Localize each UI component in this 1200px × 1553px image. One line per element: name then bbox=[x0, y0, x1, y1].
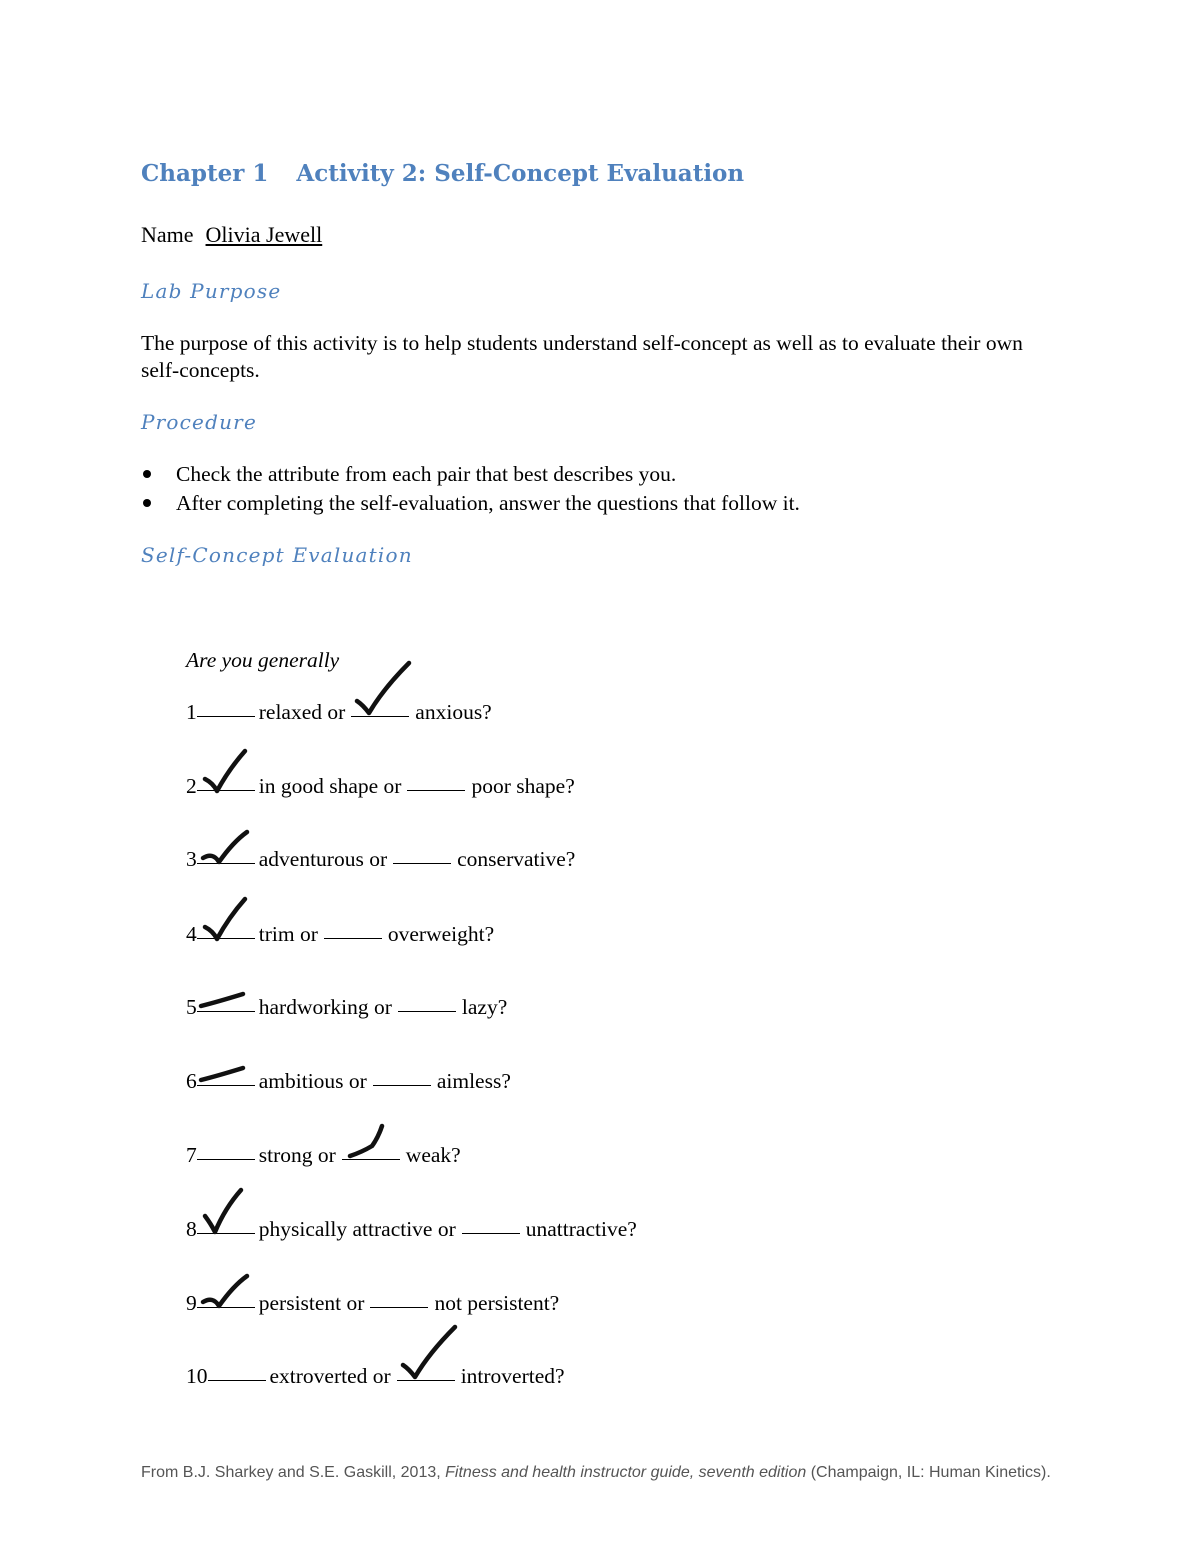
left-answer-blank[interactable] bbox=[197, 1306, 255, 1308]
check-mark-icon bbox=[195, 802, 265, 872]
left-attribute: extroverted or bbox=[269, 1364, 391, 1388]
right-attribute: conservative? bbox=[457, 847, 576, 871]
evaluation-item bbox=[186, 1069, 511, 1094]
evaluation-item bbox=[186, 1291, 559, 1316]
left-answer-blank[interactable] bbox=[197, 715, 255, 717]
item-number: 9 bbox=[186, 1291, 197, 1315]
item-number: 4 bbox=[186, 922, 197, 946]
lab-purpose-heading: Lab Purpose bbox=[141, 279, 282, 303]
footer-prefix: From B.J. Sharkey and S.E. Gaskill, 2013, bbox=[141, 1464, 441, 1481]
left-attribute: physically attractive or bbox=[258, 1217, 456, 1241]
check-mark-icon bbox=[195, 1246, 265, 1316]
right-attribute: aimless? bbox=[436, 1069, 511, 1093]
item-number: 1 bbox=[186, 700, 197, 724]
evaluation-intro: Are you generally bbox=[186, 648, 340, 672]
left-attribute: strong or bbox=[258, 1143, 336, 1167]
right-attribute: poor shape? bbox=[471, 774, 575, 798]
right-attribute: overweight? bbox=[387, 922, 495, 946]
footer-citation bbox=[141, 1464, 1051, 1482]
name-line bbox=[141, 222, 322, 248]
left-answer-blank[interactable] bbox=[197, 1232, 255, 1234]
check-mark-icon bbox=[395, 1319, 465, 1389]
lab-purpose-text: The purpose of this activity is to help students understand self-concept as well as to evaluate their own self-concepts. bbox=[141, 331, 1023, 382]
left-answer-blank[interactable] bbox=[197, 1158, 255, 1160]
left-attribute: in good shape or bbox=[258, 774, 402, 798]
item-number: 8 bbox=[186, 1217, 197, 1241]
evaluation-item bbox=[186, 1217, 637, 1242]
item-number: 10 bbox=[186, 1364, 208, 1388]
footer-book-title: Fitness and health instructor guide, seventh edition bbox=[445, 1464, 807, 1481]
footer-suffix: (Champaign, IL: Human Kinetics). bbox=[810, 1464, 1051, 1481]
procedure-item: Check the attribute from each pair that best describes you. bbox=[141, 460, 800, 489]
left-attribute: persistent or bbox=[258, 1291, 365, 1315]
left-answer-blank[interactable] bbox=[197, 937, 255, 939]
right-answer-blank[interactable] bbox=[373, 1084, 431, 1086]
check-mark-icon bbox=[195, 1024, 265, 1094]
left-answer-blank[interactable] bbox=[197, 1010, 255, 1012]
evaluation-item bbox=[186, 1364, 565, 1389]
right-answer-blank[interactable] bbox=[397, 1379, 455, 1381]
evaluation-item bbox=[186, 847, 575, 872]
check-mark-icon bbox=[195, 877, 265, 947]
left-answer-blank[interactable] bbox=[197, 862, 255, 864]
right-attribute: introverted? bbox=[460, 1364, 565, 1388]
left-attribute: ambitious or bbox=[258, 1069, 367, 1093]
right-answer-blank[interactable] bbox=[393, 862, 451, 864]
right-answer-blank[interactable] bbox=[370, 1306, 428, 1308]
left-answer-blank[interactable] bbox=[197, 789, 255, 791]
check-mark-icon bbox=[195, 950, 265, 1020]
evaluation-item bbox=[186, 922, 494, 947]
left-attribute: trim or bbox=[258, 922, 318, 946]
right-attribute: anxious? bbox=[415, 700, 492, 724]
right-attribute: unattractive? bbox=[525, 1217, 637, 1241]
right-answer-blank[interactable] bbox=[351, 715, 409, 717]
name-label: Name bbox=[141, 222, 194, 247]
item-number: 2 bbox=[186, 774, 197, 798]
left-attribute: adventurous or bbox=[258, 847, 388, 871]
evaluation-item bbox=[186, 774, 575, 799]
right-answer-blank[interactable] bbox=[462, 1232, 520, 1234]
right-attribute: not persistent? bbox=[434, 1291, 560, 1315]
left-attribute: hardworking or bbox=[258, 995, 392, 1019]
evaluation-item bbox=[186, 995, 507, 1020]
right-attribute: lazy? bbox=[461, 995, 508, 1019]
page-title bbox=[141, 160, 744, 187]
right-answer-blank[interactable] bbox=[398, 1010, 456, 1012]
item-number: 6 bbox=[186, 1069, 197, 1093]
left-answer-blank[interactable] bbox=[197, 1084, 255, 1086]
procedure-item: After completing the self-evaluation, answer the questions that follow it. bbox=[141, 489, 800, 518]
evaluation-item bbox=[186, 1143, 461, 1168]
check-mark-icon bbox=[340, 1098, 410, 1168]
procedure-list bbox=[141, 460, 800, 518]
item-number: 5 bbox=[186, 995, 197, 1019]
left-attribute: relaxed or bbox=[258, 700, 346, 724]
right-answer-blank[interactable] bbox=[324, 937, 382, 939]
item-number: 3 bbox=[186, 847, 197, 871]
check-mark-icon bbox=[195, 1172, 265, 1242]
check-mark-icon bbox=[195, 729, 265, 799]
left-answer-blank[interactable] bbox=[208, 1379, 266, 1381]
activity-title: Activity 2: Self-Concept Evaluation bbox=[296, 160, 745, 187]
evaluation-heading: Self-Concept Evaluation bbox=[141, 543, 413, 567]
chapter-label: Chapter 1 bbox=[141, 160, 269, 187]
name-value: Olivia Jewell bbox=[205, 222, 323, 247]
check-mark-icon bbox=[349, 655, 419, 725]
evaluation-item bbox=[186, 700, 492, 725]
right-answer-blank[interactable] bbox=[342, 1158, 400, 1160]
right-attribute: weak? bbox=[405, 1143, 461, 1167]
item-number: 7 bbox=[186, 1143, 197, 1167]
right-answer-blank[interactable] bbox=[407, 789, 465, 791]
procedure-heading: Procedure bbox=[141, 410, 257, 434]
